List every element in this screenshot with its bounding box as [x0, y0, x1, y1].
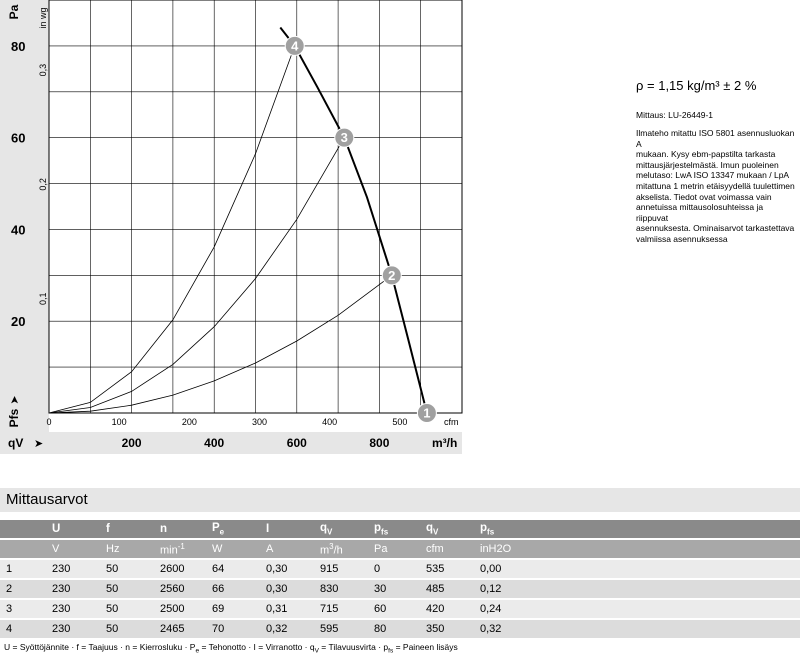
legend-symbol: f [76, 642, 79, 652]
table-cell: 0,30 [260, 579, 314, 599]
y-tick-pa: 40 [11, 222, 26, 238]
table-unit-cell [368, 539, 420, 559]
legend-text: = Virranotto · [255, 642, 310, 652]
note-line: mukaan. Kysy ebm-papstilta tarkasta [636, 149, 776, 160]
x-tick-cfm: 0 [46, 417, 52, 427]
x-tick-cfm: 300 [251, 417, 268, 427]
note-line: annetuissa mittausolosuhteissa ja riippuvat [636, 202, 764, 223]
table-cell: 60 [368, 599, 420, 619]
table-row [0, 599, 800, 619]
header-symbol: f [106, 523, 110, 535]
note-line: akselista. Tiedot ovat voimassa vain [636, 191, 772, 202]
table-cell: 64 [206, 559, 260, 579]
note-line: Ilmateho mitattu ISO 5801 asennusluokan A [636, 128, 795, 149]
table-cell: 80 [368, 619, 420, 639]
table-header-cell [0, 520, 46, 539]
air-density: ρ = 1,15 kg/m³ ± 2 % [636, 78, 757, 93]
header-subscript: e [219, 527, 225, 537]
table-header-cell [260, 520, 314, 539]
table-cell: 0,24 [474, 599, 800, 619]
header-symbol: P [212, 521, 220, 534]
y-tick-pa: 60 [11, 130, 26, 146]
table-header-cell [100, 520, 154, 539]
table-cell: 50 [100, 599, 154, 619]
table-cell: 0,32 [474, 619, 800, 639]
table-cell: 715 [314, 599, 368, 619]
header-subscript: fs [381, 527, 389, 537]
unit-tail: /h [333, 544, 343, 557]
table-cell: 230 [46, 579, 100, 599]
table-unit-cell [100, 539, 154, 559]
legend-text: = Syöttöjännite · [10, 642, 77, 652]
table-cell: 0,00 [474, 559, 800, 579]
table-cell: 2600 [154, 559, 206, 579]
y-tick-pa: 20 [11, 314, 26, 330]
unit-superscript: -1 [177, 541, 185, 551]
symbol-legend [4, 642, 458, 655]
table-cell: 915 [314, 559, 368, 579]
table-cell: 50 [100, 579, 154, 599]
x-tick-m3h: 200 [121, 436, 142, 450]
x-axis-band [0, 432, 462, 454]
table-cell: 66 [206, 579, 260, 599]
table-unit-cell [260, 539, 314, 559]
legend-subscript: e [195, 647, 200, 655]
header-subscript: V [327, 527, 333, 537]
table-cell: 2 [0, 579, 46, 599]
y-tick-inwg: 0,1 [38, 292, 48, 305]
operating-point-label: 1 [423, 405, 431, 421]
unit-text: V [52, 543, 60, 555]
table-header-cell [420, 520, 474, 539]
y-unit-pa: Pa [7, 4, 21, 20]
y-axis-label: Pfs [7, 408, 21, 428]
legend-symbol: I [253, 642, 256, 652]
y-tick-inwg: 0,3 [38, 63, 48, 77]
x-tick-cfm: 100 [111, 417, 127, 427]
note-line: melutaso: LwA ISO 13347 mukaan / LpA [636, 170, 790, 181]
operating-point-label: 3 [340, 130, 348, 146]
legend-symbol: n [125, 642, 131, 652]
header-symbol: p [374, 521, 382, 534]
table-cell: 595 [314, 619, 368, 639]
x-tick-cfm: 200 [181, 417, 197, 427]
table-cell: 0,12 [474, 579, 800, 599]
header-symbol: q [426, 521, 434, 534]
measurement-id: Mittaus: LU-26449-1 [636, 110, 714, 120]
header-symbol: I [266, 523, 270, 535]
legend-symbol: U [4, 642, 11, 652]
legend-subscript: fs [388, 647, 394, 655]
table-cell: 0,30 [260, 559, 314, 579]
x-tick-m3h: 800 [369, 436, 390, 450]
header-symbol: n [160, 523, 168, 535]
table-cell: 230 [46, 559, 100, 579]
unit-text: cfm [426, 543, 444, 555]
x-tick-m3h: 600 [286, 436, 307, 450]
note-line: valmiissa asennuksessa [636, 233, 728, 244]
y-arrow-icon: ➤ [9, 395, 21, 405]
section-header [0, 488, 800, 512]
legend-symbol: P [189, 642, 196, 652]
x-tick-m3h: 400 [204, 436, 225, 450]
x-axis-label: qV [8, 436, 24, 450]
table-cell: 485 [420, 579, 474, 599]
table-header-cell [46, 520, 100, 539]
header-symbol: q [320, 521, 328, 534]
legend-text: = Kierrosluku · [130, 642, 190, 652]
table-cell: 0,32 [260, 619, 314, 639]
x-unit-cfm: cfm [444, 417, 459, 427]
table-cell: 230 [46, 599, 100, 619]
table-cell: 50 [100, 619, 154, 639]
note-line: mittausjärjestelmästä. Imun puoleinen [636, 159, 779, 170]
table-header-cell [368, 520, 420, 539]
unit-superscript: 3 [329, 541, 334, 551]
table-cell: 420 [420, 599, 474, 619]
table-cell: 50 [100, 559, 154, 579]
table-header-cell [314, 520, 368, 539]
legend-text: = Taajuus · [78, 642, 126, 652]
table-cell: 3 [0, 599, 46, 619]
section-title: Mittausarvot [6, 491, 88, 508]
table-cell: 69 [206, 599, 260, 619]
table-unit-row [0, 539, 800, 559]
table-cell: 230 [46, 619, 100, 639]
unit-text: m [320, 544, 330, 557]
table-cell: 2500 [154, 599, 206, 619]
legend-subscript: V [314, 647, 319, 655]
table-unit-cell [206, 539, 260, 559]
table-cell: 1 [0, 559, 46, 579]
header-symbol: p [480, 521, 488, 534]
legend-text: = Tehonotto · [199, 642, 254, 652]
header-subscript: V [433, 527, 439, 537]
measurement-table [0, 520, 800, 640]
unit-text: inH2O [480, 543, 512, 555]
table-unit-cell [474, 539, 800, 559]
table-cell: 2465 [154, 619, 206, 639]
table-row [0, 559, 800, 579]
table-cell: 830 [314, 579, 368, 599]
legend-text: = Paineen lisäys [393, 642, 458, 652]
table-unit-cell [314, 539, 368, 559]
legend-symbol: q [309, 642, 315, 652]
unit-text: A [266, 543, 274, 555]
operating-point-label: 4 [291, 38, 299, 54]
table-cell: 0,31 [260, 599, 314, 619]
unit-text: Hz [106, 543, 120, 555]
legend-symbol: p [383, 642, 389, 652]
table-cell: 2560 [154, 579, 206, 599]
header-subscript: fs [487, 527, 495, 537]
table-unit-cell [420, 539, 474, 559]
table-cell: 70 [206, 619, 260, 639]
table-header-cell [154, 520, 206, 539]
unit-text: min [160, 544, 178, 557]
table-unit-cell [46, 539, 100, 559]
table-cell: 350 [420, 619, 474, 639]
table-cell: 535 [420, 559, 474, 579]
header-symbol: U [52, 523, 61, 535]
y-unit-inwg: in wg [38, 7, 48, 29]
table-header-cell [474, 520, 800, 539]
operating-point-label: 2 [388, 267, 396, 283]
table-cell: 30 [368, 579, 420, 599]
note-line: mitattuna 1 metrin etäisyydellä tuulettimen [636, 180, 795, 191]
measurement-note [636, 128, 796, 245]
table-cell: 0 [368, 559, 420, 579]
y-tick-inwg: 0,2 [38, 178, 48, 191]
table-unit-cell [0, 539, 46, 559]
note-line: asennuksesta. Ominaisarvot tarkastettava [636, 223, 795, 234]
table-cell: 4 [0, 619, 46, 639]
legend-text: = Tilavuusvirta · [318, 642, 384, 652]
x-arrow-icon: ➤ [34, 438, 44, 450]
x-unit-m3h: m³/h [432, 436, 458, 450]
x-tick-cfm: 400 [322, 417, 338, 427]
table-header-row [0, 520, 800, 539]
table-row [0, 579, 800, 599]
table-unit-cell [154, 539, 206, 559]
y-tick-pa: 80 [11, 38, 26, 54]
unit-text: Pa [374, 543, 388, 555]
table-header-cell [206, 520, 260, 539]
table-row [0, 619, 800, 639]
unit-text: W [212, 543, 223, 555]
x-tick-cfm: 500 [392, 417, 408, 427]
